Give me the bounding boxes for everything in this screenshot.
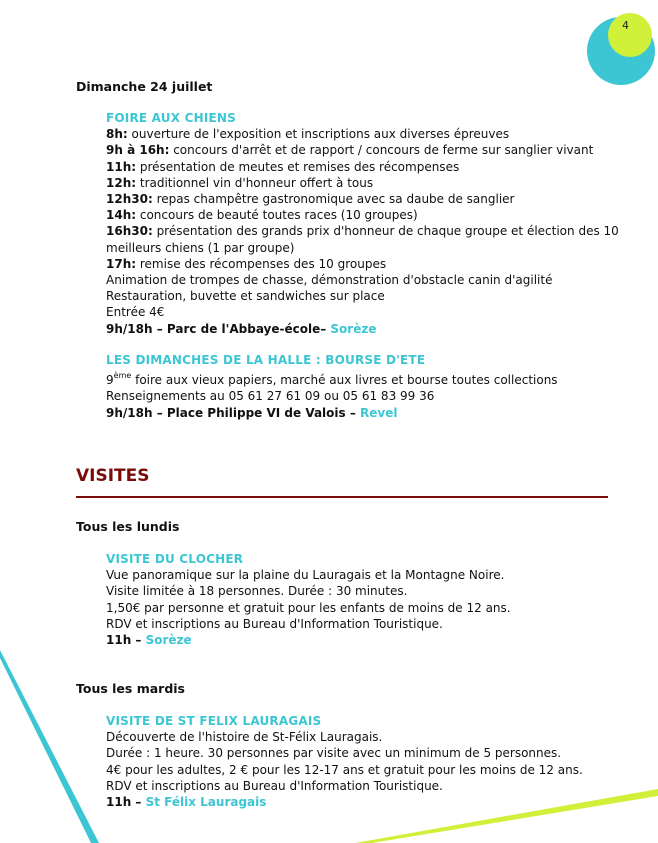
event-place: Revel [355, 405, 398, 420]
event-visite-st-felix [106, 713, 626, 810]
description-line: RDV et inscriptions au Bureau d'Information Touristique. [106, 616, 443, 631]
schedule-item: 16h30: présentation des grands prix d'honneur de chaque groupe et élection des 10 meilleurs chiens (1 par groupe) [106, 224, 619, 255]
description-line: 9ème foire aux vieux papiers, marché aux livres et bourse toutes collections [106, 371, 558, 388]
event-schedule-location: 11h – Sorèze [106, 633, 192, 648]
schedule-item: 11h: présentation de meutes et remises des récompenses [106, 159, 460, 174]
schedule-item: 12h30: repas champêtre gastronomique avec sa daube de sanglier [106, 192, 515, 207]
event-title: VISITE DE ST FELIX LAURAGAIS [106, 714, 322, 728]
day-heading-lundis: Tous les lundis [76, 519, 180, 534]
description-line: Découverte de l'histoire de St-Félix Lauragais. [106, 730, 383, 745]
description-line: 1,50€ par personne et gratuit pour les enfants de moins de 12 ans. [106, 600, 511, 615]
event-schedule-location: 9h/18h – Place Philippe VI de Valois – Revel [106, 405, 398, 420]
description-line: Vue panoramique sur la plaine du Lauragais et la Montagne Noire. [106, 568, 505, 583]
event-place: Sorèze [326, 321, 377, 336]
note-line: Animation de trompes de chasse, démonstration d'obstacle canin d'agilité [106, 273, 553, 288]
date-heading: Dimanche 24 juillet [76, 79, 213, 94]
schedule-item: 8h: ouverture de l'exposition et inscriptions aux diverses épreuves [106, 127, 510, 142]
description-line: Visite limitée à 18 personnes. Durée : 30 minutes. [106, 584, 408, 599]
schedule-item: 9h à 16h: concours d'arrêt et de rapport / concours de ferme sur sanglier vivant [106, 143, 594, 158]
lime-circle-decoration [608, 13, 652, 57]
event-foire-aux-chiens [106, 110, 626, 337]
event-bourse-ete [106, 352, 626, 421]
note-line: Entrée 4€ [106, 305, 165, 320]
description-line: 4€ pour les adultes, 2 € pour les 12-17 ans et gratuit pour les moins de 12 ans. [106, 762, 583, 777]
schedule-item: 17h: remise des récompenses des 10 groupes [106, 256, 387, 271]
description-line: Durée : 1 heure. 30 personnes par visite avec un minimum de 5 personnes. [106, 746, 562, 761]
section-title-visites: VISITES [76, 466, 150, 486]
phone-info: Renseignements au 05 61 27 61 09 ou 05 61 83 99 36 [106, 389, 435, 404]
schedule-item: 14h: concours de beauté toutes races (10 groupes) [106, 208, 418, 223]
section-divider [76, 496, 608, 498]
event-visite-clocher [106, 551, 626, 648]
event-place: St Félix Lauragais [141, 795, 267, 810]
teal-diagonal-line [0, 650, 99, 843]
day-heading-mardis: Tous les mardis [76, 681, 185, 696]
event-title: FOIRE AUX CHIENS [106, 111, 236, 125]
schedule-item: 12h: traditionnel vin d'honneur offert à tous [106, 175, 374, 190]
event-schedule-location: 11h – St Félix Lauragais [106, 795, 267, 810]
event-title: LES DIMANCHES DE LA HALLE : BOURSE D'ETE [106, 353, 426, 367]
event-place: Sorèze [141, 633, 192, 648]
description-line: RDV et inscriptions au Bureau d'Information Touristique. [106, 778, 443, 793]
event-schedule-location: 9h/18h – Parc de l'Abbaye-école– Sorèze [106, 321, 377, 336]
page-number: 4 [622, 19, 629, 32]
event-title: VISITE DU CLOCHER [106, 552, 244, 566]
note-line: Restauration, buvette et sandwiches sur place [106, 289, 385, 304]
